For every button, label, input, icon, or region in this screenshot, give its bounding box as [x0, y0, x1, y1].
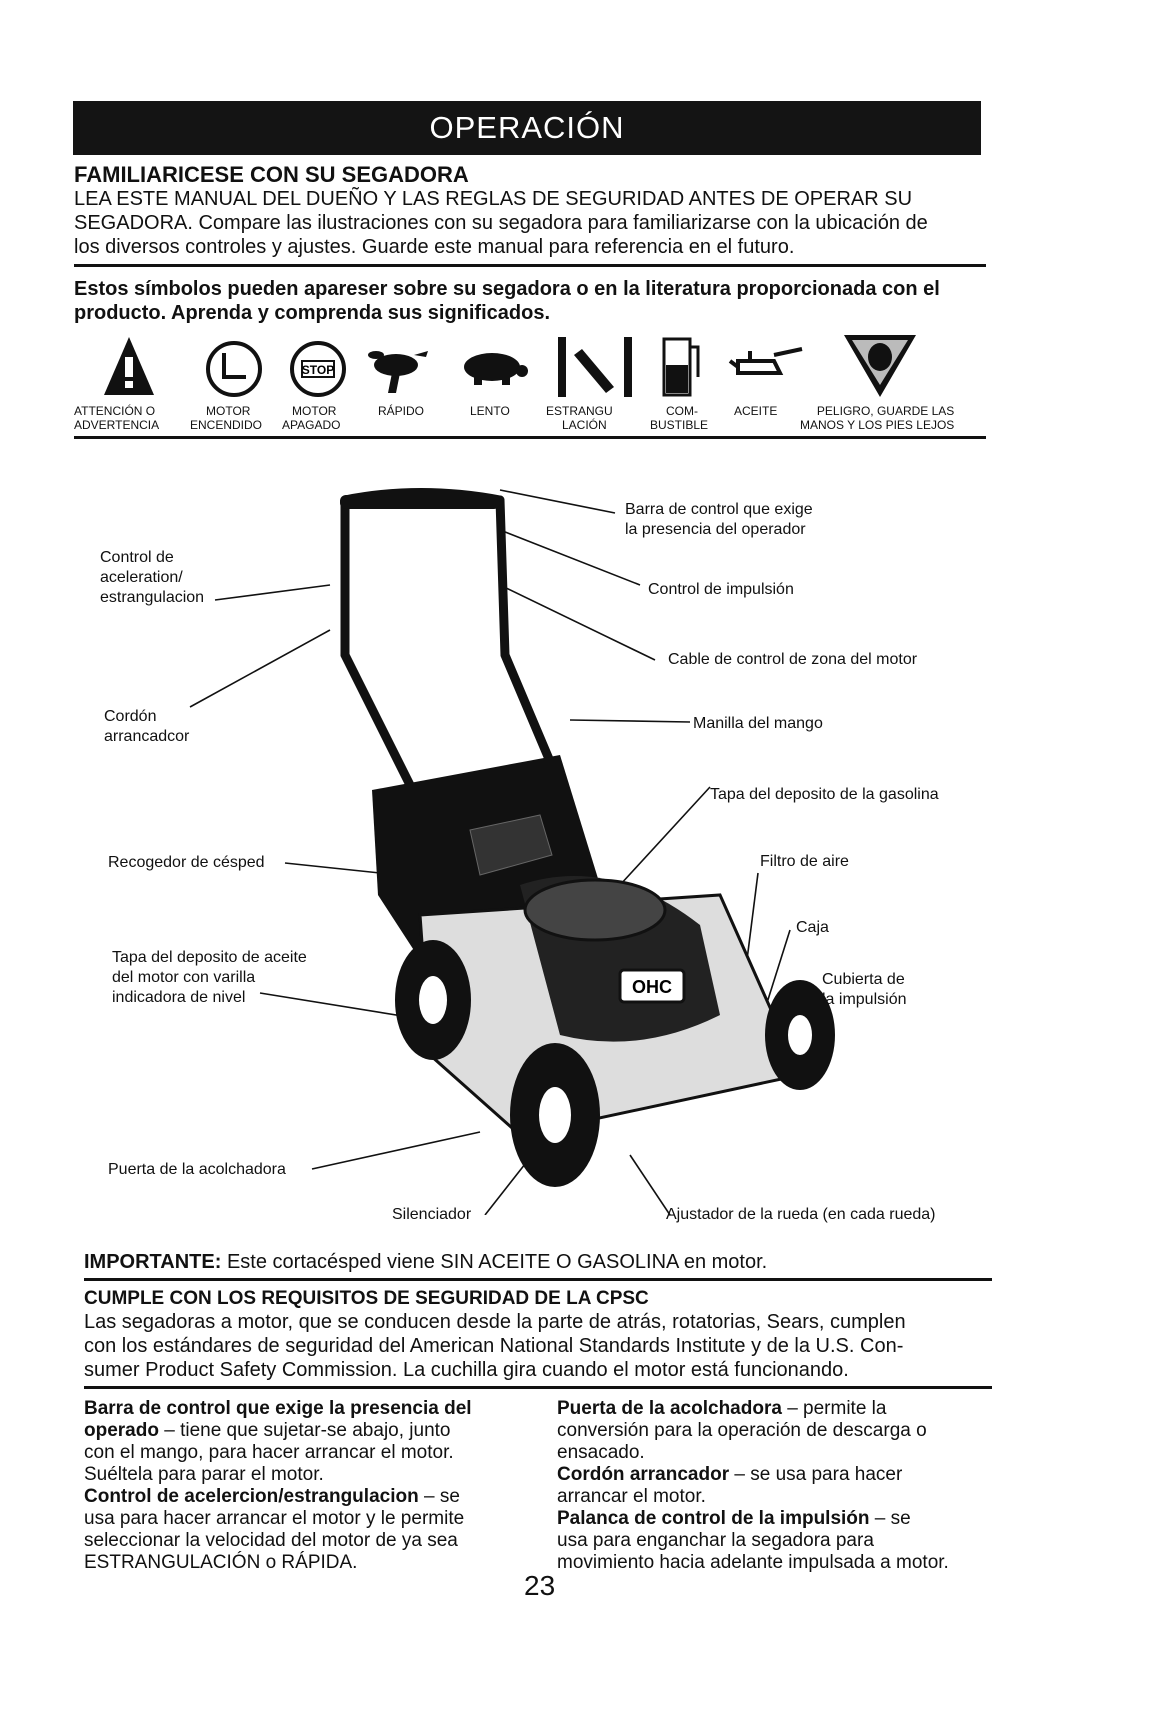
- familiarize-line-1: LEA ESTE MANUAL DEL DUEÑO Y LAS REGLAS DE SEGURIDAD ANTES DE OPERAR SU: [74, 188, 913, 210]
- divider: [84, 1278, 992, 1281]
- cpsc-line-2: con los estándares de seguridad del American National Standards Institute y de la U.S. Con-: [84, 1335, 904, 1357]
- symbols-row: [74, 325, 994, 400]
- divider: [74, 436, 986, 439]
- callout-handle-knob: Manilla del mango: [693, 715, 823, 732]
- engine-off-icon: [292, 343, 344, 395]
- callout-air-filter: Filtro de aire: [760, 853, 849, 870]
- danger-hand-icon: [844, 335, 916, 397]
- engine-on-icon: [208, 343, 260, 395]
- section-header: OPERACIÓN: [73, 101, 981, 155]
- callout-fuel-cap: Tapa del deposito de la gasolina: [710, 786, 939, 803]
- warning-icon: [104, 337, 154, 395]
- label-fuel: COM- BUSTIBLE: [650, 404, 709, 432]
- label-oil: ACEITE: [734, 404, 778, 418]
- right-column: Puerta de la acolchadora – permite la conversión para la operación de descarga o ensacado. Cordón arrancador – se usa para hacer arrancar el motor. Palanca de control de la impulsión – se usa para enganchar la segadora para movimiento hacia adelante impulsada a motor.: [557, 1398, 949, 1573]
- callout-housing: Caja: [796, 919, 829, 936]
- label-engine-off: MOTOR APAGADO: [282, 404, 341, 432]
- callout-oil-cap: Tapa del deposito de aceite del motor con varilla indicadora de nivel: [112, 949, 307, 1006]
- fuel-icon: [664, 339, 698, 395]
- label-fast: RÁPIDO: [378, 404, 425, 418]
- cpsc-line-1: Las segadoras a motor, que se conducen desde la parte de atrás, rotatorias, Sears, cumplen: [84, 1311, 906, 1333]
- divider: [74, 264, 986, 267]
- callout-mulch-door: Puerta de la acolchadora: [108, 1161, 286, 1178]
- divider: [84, 1386, 992, 1389]
- callout-drive-control: Control de impulsión: [648, 581, 794, 598]
- oil-can-icon: [730, 349, 802, 373]
- important-note: IMPORTANTE: Este cortacésped viene SIN ACEITE O GASOLINA en motor.: [84, 1251, 768, 1273]
- cpsc-heading: CUMPLE CON LOS REQUISITOS DE SEGURIDAD DE LA CPSC: [84, 1288, 649, 1309]
- label-slow: LENTO: [470, 404, 510, 418]
- familiarize-line-3: los diversos controles y ajustes. Guarde este manual para referencia en el futuro.: [74, 236, 795, 258]
- cpsc-line-3: sumer Product Safety Commission. La cuchilla gira cuando el motor está funcionando.: [84, 1359, 849, 1381]
- left-column: Barra de control que exige la presencia del operado – tiene que sujetar-se abajo, junto con el mango, para hacer arrancar el motor. Suéltela para parar el motor. Control de acelercion/estrangulacion – se usa para hacer arrancar el motor y le permite seleccionar la velocidad del motor de ya sea ESTRANGULACIÓN o RÁPIDA.: [84, 1398, 472, 1573]
- label-danger: PELIGRO, GUARDE LAS MANOS Y LOS PIES LEJOS: [800, 404, 955, 432]
- callout-engine-zone-cable: Cable de control de zona del motor: [668, 651, 918, 668]
- callout-muffler: Silenciador: [392, 1206, 472, 1223]
- page-number: 23: [524, 1570, 556, 1601]
- label-engine-on: MOTOR ENCENDIDO: [190, 404, 263, 432]
- callout-starter-rope: Cordón arrancadcor: [104, 708, 190, 745]
- familiarize-line-2: SEGADORA. Compare las ilustraciones con su segadora para familiarizarse con la ubicación de: [74, 212, 928, 234]
- svg-text:OHC: OHC: [632, 977, 672, 997]
- svg-text:STOP: STOP: [301, 363, 335, 377]
- symbols-intro-1: Estos símbolos pueden apareser sobre su segadora o en la literatura proporcionada con el: [74, 278, 940, 300]
- callout-wheel-adjuster: Ajustador de la rueda (en cada rueda): [666, 1206, 936, 1223]
- familiarize-heading: FAMILIARICESE CON SU SEGADORA: [74, 162, 469, 187]
- callout-drive-cover: Cubierta de la impulsión: [822, 971, 907, 1008]
- choke-icon: [558, 337, 632, 397]
- rabbit-icon: [368, 351, 428, 393]
- callout-operator-bar: Barra de control que exige la presencia del operador: [625, 501, 813, 538]
- label-attention: ATTENCIÓN O ADVERTENCIA: [74, 404, 160, 432]
- label-choke: ESTRANGU LACIÓN: [546, 404, 613, 432]
- callout-grass-catcher: Recogedor de césped: [108, 854, 265, 871]
- symbols-intro-2: producto. Aprenda y comprenda sus significados.: [74, 302, 551, 324]
- turtle-icon: [464, 353, 528, 385]
- callout-throttle: Control de aceleration/ estrangulacion: [100, 549, 205, 606]
